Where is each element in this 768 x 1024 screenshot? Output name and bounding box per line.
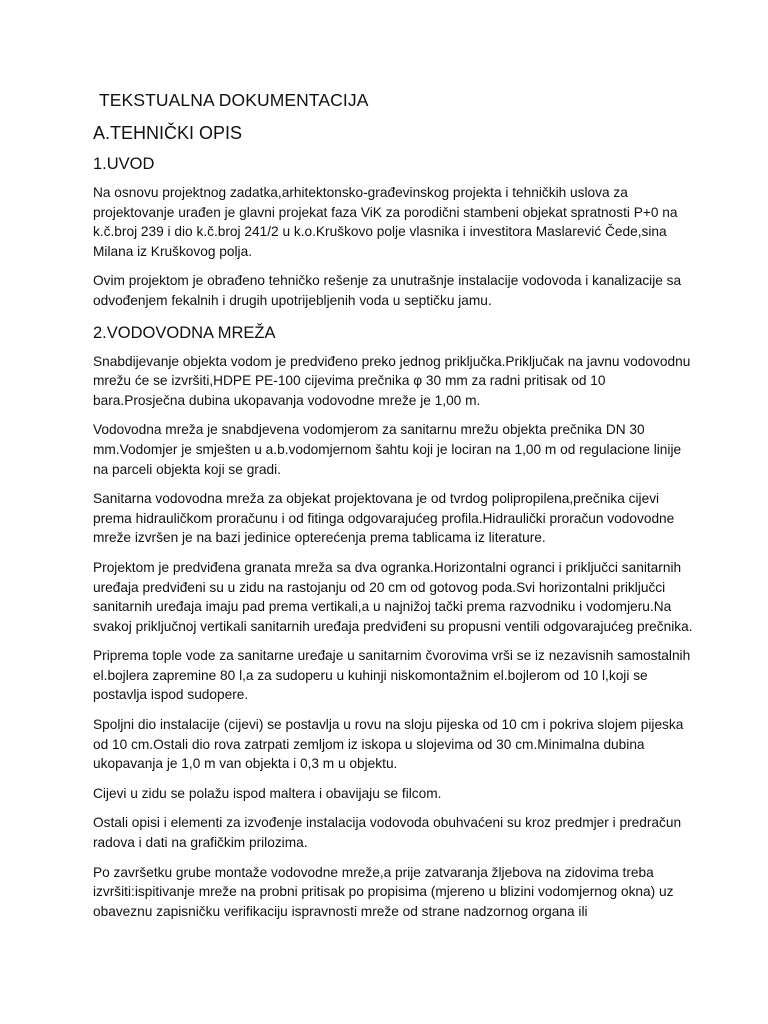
paragraph: Ovim projektom je obrađeno tehničko rešenje za unutrašnje instalacije vodovoda i kanalizacije sa odvođenjem fekalnih i drugih upotrijebljenih voda u septičku jamu. [93,273,682,308]
paragraph: Snabdijevanje objekta vodom je predviđeno preko jednog priključka.Priključak na javnu vodovodnu mrežu će se izvršiti,HDPE PE-100 cijevima prečnika φ 30 mm za radni pritisak od 10 bara.Prosječna dubina ukopavanja vodovodne mreže je 1,00 m. [93,353,691,408]
subsection-uvod [93,152,696,311]
subsection-heading-vodovodna-mreza: 2.VODOVODNA MREŽA [93,323,276,342]
section-heading-tehnicki-opis: A.TEHNIČKI OPIS [93,123,243,143]
subsection-heading-uvod: 1.UVOD [93,155,155,173]
paragraph: Priprema tople vode za sanitarne uređaje u sanitarnim čvorovima vrši se iz nezavisnih samostalnih el.bojlera zapremine 80 l,a za sudoperu u kuhinji niskomontažnim el.bojlerom od 10 l,koji se postavlja ispod sudopere. [93,648,691,703]
paragraph: Spoljni dio instalacije (cijevi) se postavlja u rovu na sloju pijeska od 10 cm i pokriva slojem pijeska od 10 cm.Ostali dio rova zatrpati zemljom iz iskopa u slojevima od 30 cm.Minimalna dubina ukopavanja je 1,0 m van objekta i 0,3 m u objektu. [93,717,684,772]
paragraph: Cijevi u zidu se polažu ispod maltera i obavijaju se filcom. [93,785,442,801]
paragraph: Ostali opisi i elementi za izvođenje instalacija vodovoda obuhvaćeni su kroz predmjer i predračun radova i dati na grafičkim prilozima. [93,815,682,851]
paragraph: Projektom je predviđena granata mreža sa dva ogranka.Horizontalni ogranci i priključci sanitarnih uređaja predviđeni su u zidu na rastojanju od 20 cm od gotovog poda.Svi horizontalni priključci sanitarnih uređaja imaju pad prema vertikali,a u najnižoj tački prema razvodniku i vodomjeru.Na svakoj priključnoj vertikali sanitarnih uređaja predviđeni su propusni ventili odgovarajućeg prečnika. [93,559,693,634]
subsection-vodovodna-mreza [93,321,696,922]
paragraph: Sanitarna vodovodna mreža za objekat projektovana je od tvrdog polipropilena,prečnika cijevi prema hidrauličkom proračunu i od fitinga odgovarajućeg profila.Hidraulički proračun vodovodne mreže izvršen je na bazi jedinice opterećenja prema tablicama iz literature. [93,491,675,546]
paragraph: Po završetku grube montaže vodovodne mreže,a prije zatvaranja žljebova na zidovima treba izvršiti:ispitivanje mreže na probni pritisak po propisima (mjereno u blizini vodomjernog okna) uz obaveznu zapisničku verifikaciju ispravnosti mreže od strane nadzornog organa ili [93,864,674,919]
paragraph: Na osnovu projektnog zadatka,arhitektonsko-građevinskog projekta i tehničkih uslova za projektovanje urađen je glavni projekat faza ViK za porodični stambeni objekat spratnosti P+0 na k.č.broj 239 i dio k.č.broj 241/2 u k.o.Kruškovo polje vlasnika i investitora Maslarević Čede,sina Milana iz Kruškovog polja. [93,185,678,259]
paragraph: Vodovodna mreža je snabdjevena vodomjerom za sanitarnu mrežu objekta prečnika DN 30 mm.Vodomjer je smješten u a.b.vodomjernom šahtu koji je lociran na 1,00 m od regulacione linije na parceli objekta koji se gradi. [93,422,682,477]
document-title: TEKSTUALNA DOKUMENTACIJA [99,90,369,110]
